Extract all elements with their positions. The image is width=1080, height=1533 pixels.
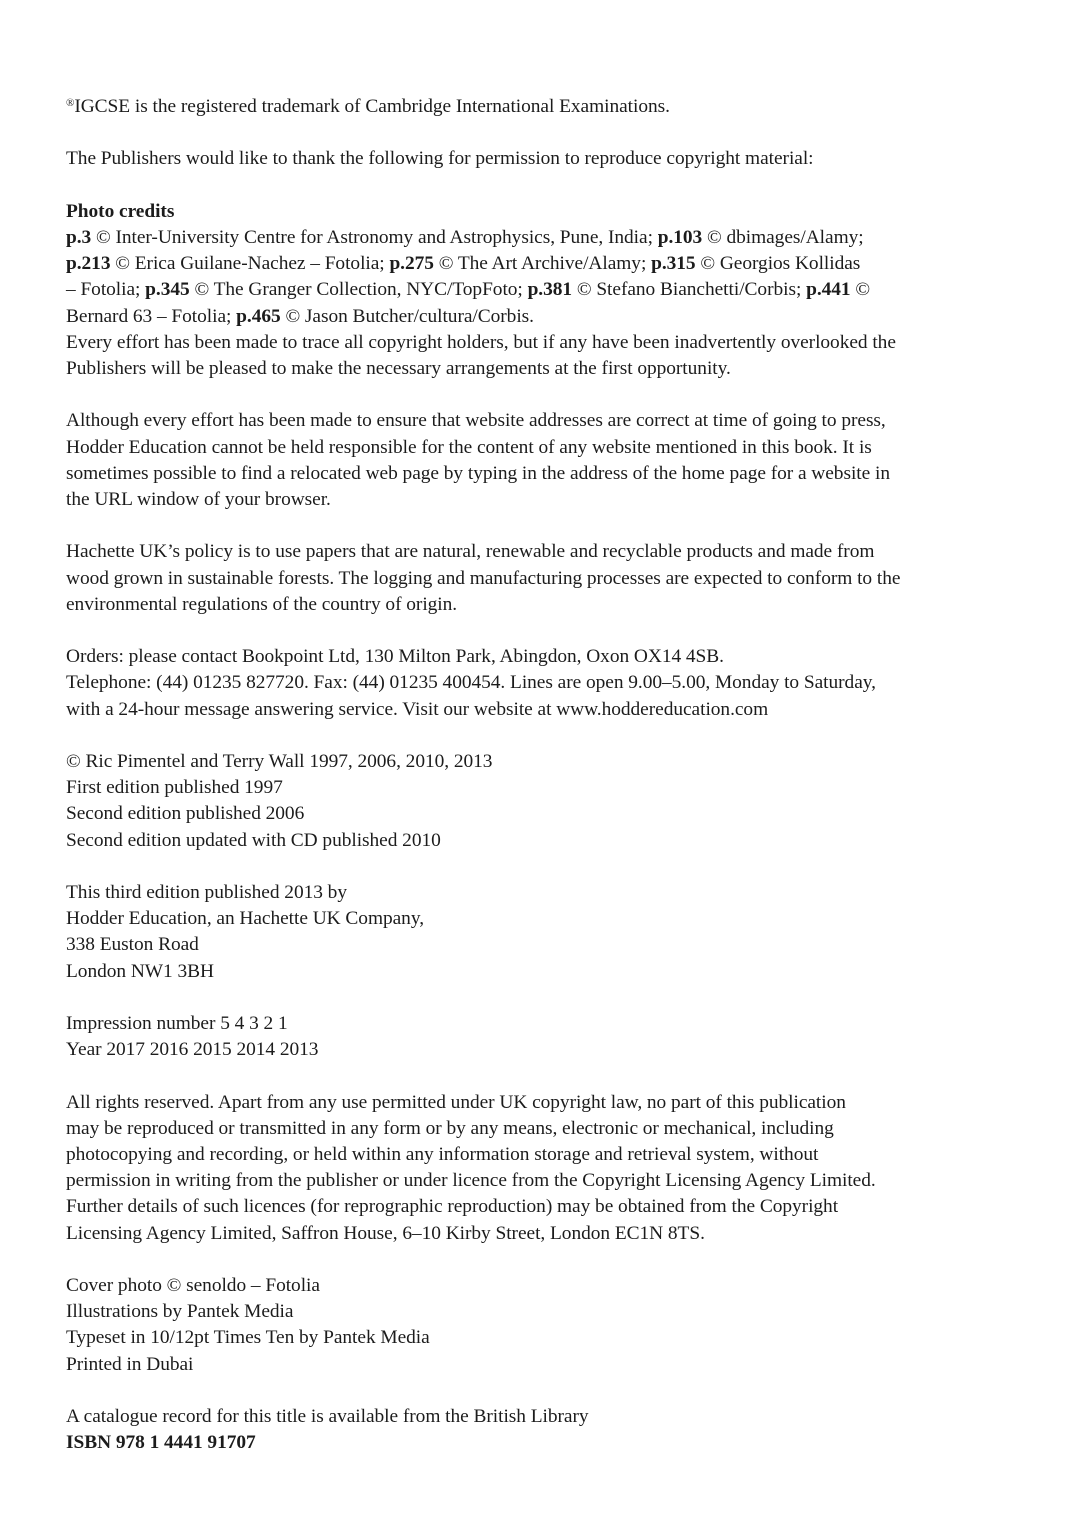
credit-page: p.315	[651, 253, 696, 275]
credit-text: © Stefano Bianchetti/Corbis;	[572, 279, 807, 301]
credit-page: p.3	[66, 226, 92, 248]
text-line: © Ric Pimentel and Terry Wall 1997, 2006, 2010, 2013	[66, 750, 493, 772]
credit-text: © Inter-University Centre for Astronomy and Astrophysics, Pune, India;	[91, 226, 658, 248]
registered-mark: ®	[66, 97, 75, 109]
credit-text: ©	[850, 279, 871, 301]
text-line: This third edition published 2013 by	[66, 881, 347, 903]
trademark-notice	[66, 94, 1070, 120]
text-line: All rights reserved. Apart from any use permitted under UK copyright law, no part of this publication	[66, 1091, 846, 1113]
credit-page: p.275	[389, 253, 434, 275]
isbn: ISBN 978 1 4441 91707	[66, 1432, 256, 1454]
credits-line-2	[66, 251, 1070, 277]
text-line: environmental regulations of the country of origin.	[66, 593, 458, 615]
text-line: Printed in Dubai	[66, 1353, 194, 1375]
text-line: Further details of such licences (for reprographic reproduction) may be obtained from the Copyright	[66, 1196, 839, 1218]
text-line: London NW1 3BH	[66, 960, 214, 982]
credit-text: Bernard 63 – Fotolia;	[66, 305, 237, 327]
thanks-text: The Publishers would like to thank the following for permission to reproduce copyright material:	[66, 148, 814, 170]
credit-text: © dbimages/Alamy;	[702, 226, 864, 248]
text-line: Illustrations by Pantek Media	[66, 1301, 294, 1323]
effort-line: Publishers will be pleased to make the necessary arrangements at the first opportunity.	[66, 358, 731, 379]
text-line: Second edition published 2006	[66, 803, 305, 825]
credit-page: p.345	[145, 279, 190, 301]
text-line: Hodder Education cannot be held responsible for the content of any website mentioned in this book. It is	[66, 436, 872, 458]
catalogue-text: A catalogue record for this title is available from the British Library	[66, 1405, 589, 1427]
credit-page: p.465	[236, 305, 281, 327]
text-line: Although every effort has been made to ensure that website addresses are correct at time of going to press,	[66, 410, 886, 432]
text-line: Hachette UK’s policy is to use papers that are natural, renewable and recyclable products and made from	[66, 541, 875, 563]
impression-info	[66, 1011, 1070, 1063]
text-line: sometimes possible to find a relocated web page by typing in the address of the home page for a website in	[66, 462, 890, 484]
rights-statement	[66, 1090, 1070, 1247]
credit-text: © Erica Guilane-Nachez – Fotolia;	[110, 253, 390, 275]
text-line: Licensing Agency Limited, Saffron House, 6–10 Kirby Street, London EC1N 8TS.	[66, 1222, 705, 1244]
text-line: 338 Euston Road	[66, 934, 199, 956]
credit-page: p.441	[806, 279, 851, 301]
credit-text: © The Art Archive/Alamy;	[433, 253, 652, 275]
permission-thanks	[66, 146, 1070, 172]
trademark-text: IGCSE is the registered trademark of Cambridge International Examinations.	[74, 96, 670, 117]
text-line: the URL window of your browser.	[66, 489, 331, 510]
publisher-address	[66, 880, 1070, 985]
orders-info	[66, 644, 1070, 723]
credits-line-4	[66, 304, 1070, 330]
credit-text: © The Granger Collection, NYC/TopFoto;	[189, 279, 528, 301]
credit-page: p.213	[66, 253, 111, 275]
copyright-history	[66, 749, 1070, 854]
credit-text: © Georgios Kollidas	[695, 253, 861, 275]
text-line: permission in writing from the publisher or under licence from the Copyright Licensing Agency Limited.	[66, 1170, 876, 1192]
text-line: photocopying and recording, or held within any information storage and retrieval system, without	[66, 1143, 819, 1165]
text-line: Typeset in 10/12pt Times Ten by Pantek Media	[66, 1327, 430, 1349]
text-line: Second edition updated with CD published 2010	[66, 829, 441, 851]
production-credits	[66, 1273, 1070, 1378]
text-line: First edition published 1997	[66, 777, 283, 799]
text-line: Telephone: (44) 01235 827720. Fax: (44) 01235 400454. Lines are open 9.00–5.00, Monday to Saturday,	[66, 672, 876, 694]
credit-page: p.381	[527, 279, 573, 301]
photo-credits	[66, 199, 1070, 382]
website-note	[66, 408, 1070, 513]
credit-page: p.103	[657, 226, 703, 248]
credits-line-3	[66, 277, 1070, 303]
paper-policy	[66, 539, 1070, 618]
text-line: Year 2017 2016 2015 2014 2013	[66, 1039, 319, 1061]
text-line: Cover photo © senoldo – Fotolia	[66, 1274, 320, 1296]
text-line: with a 24-hour message answering service. Visit our website at www.hoddereducation.com	[66, 698, 769, 720]
credits-line-1	[66, 225, 1070, 251]
copyright-page	[66, 94, 1070, 1483]
credit-text: – Fotolia;	[66, 279, 146, 301]
text-line: Hodder Education, an Hachette UK Company,	[66, 908, 425, 930]
catalogue-record	[66, 1404, 1070, 1456]
text-line: Impression number 5 4 3 2 1	[66, 1012, 288, 1034]
photo-credits-heading: Photo credits	[66, 200, 175, 222]
effort-line: Every effort has been made to trace all copyright holders, but if any have been inadvertently overlooked the	[66, 331, 896, 353]
text-line: Orders: please contact Bookpoint Ltd, 130 Milton Park, Abingdon, Oxon OX14 4SB.	[66, 646, 724, 668]
text-line: may be reproduced or transmitted in any form or by any means, electronic or mechanical, including	[66, 1117, 834, 1139]
credit-text: © Jason Butcher/cultura/Corbis.	[280, 305, 534, 327]
text-line: wood grown in sustainable forests. The logging and manufacturing processes are expected to conform to the	[66, 567, 901, 589]
